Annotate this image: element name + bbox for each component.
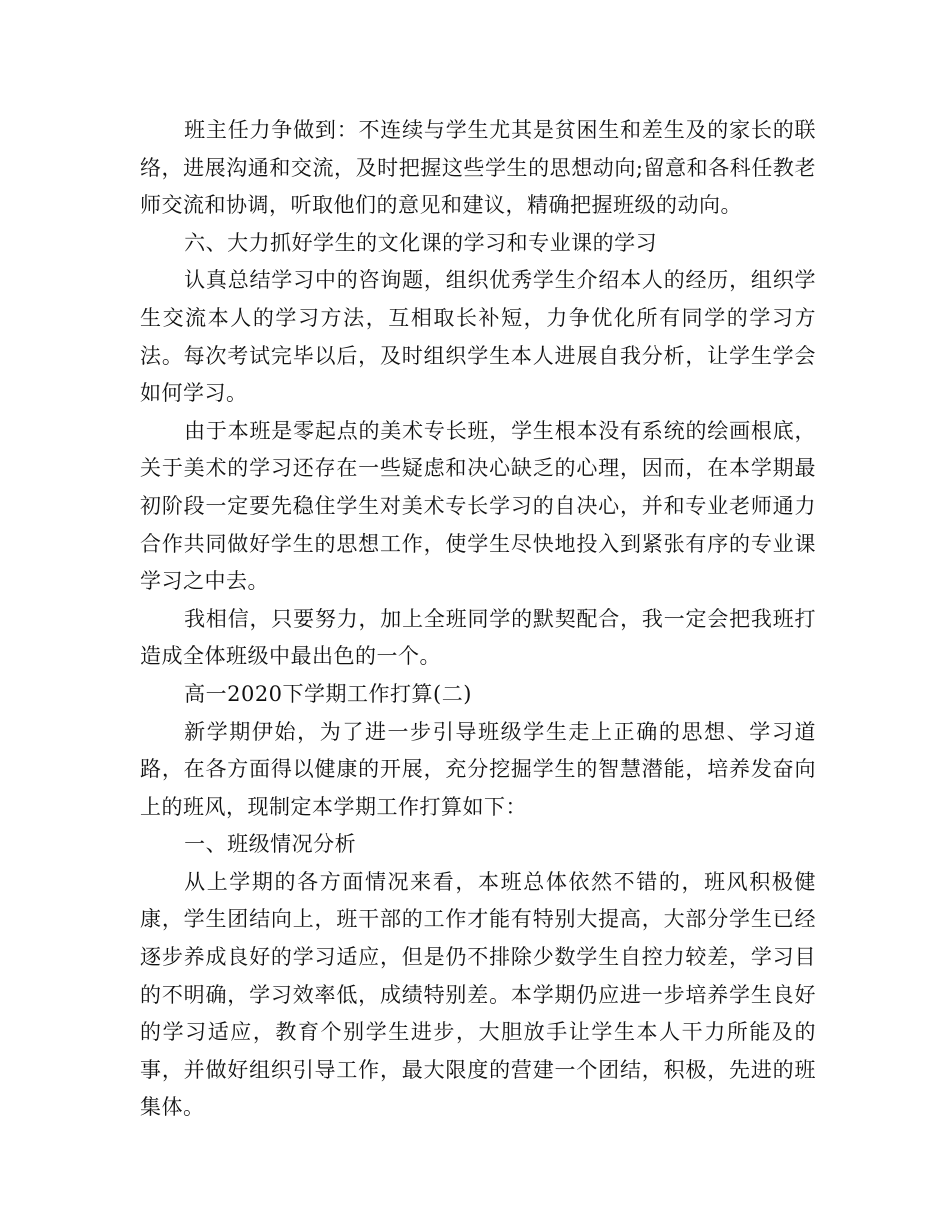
paragraph-new-semester: 新学期伊始，为了进一步引导班级学生走上正确的思想、学习道路，在各方面得以健康的开展，充分挖掘学生的智慧潜能，培养发奋向上的班风，现制定本学期工作打算如下：: [140, 719, 816, 819]
paragraph-study-methods: 认真总结学习中的咨询题，组织优秀学生介绍本人的经历，组织学生交流本人的学习方法，互相取长补短，力争优化所有同学的学习方法。每次考试完毕以后，及时组织学生本人进展自我分析，让学生学会如何学习。: [140, 268, 816, 406]
section-heading-six: 六、大力抓好学生的文化课的学习和专业课的学习: [184, 230, 658, 255]
paragraph-head-teacher-duties: 班主任力争做到：不连续与学生尤其是贫困生和差生及的家长的联络，进展沟通和交流，及时把握这些学生的思想动向;留意和各科任教老师交流和协调，听取他们的意见和建议，精确把握班级的动向。: [140, 118, 816, 218]
document-body: [140, 112, 816, 1127]
paragraph-class-analysis: 从上学期的各方面情况来看，本班总体依然不错的，班风积极健康，学生团结向上，班干部的工作才能有特别大提高，大部分学生已经逐步养成良好的学习适应，但是仍不排除少数学生自控力较差，学习目的不明确，学习效率低，成绩特别差。本学期仍应进一步培养学生良好的学习适应，教育个别学生进步，大胆放手让学生本人干力所能及的事，并做好组织引导工作，最大限度的营建一个团结，积极，先进的班集体。: [140, 869, 816, 1120]
section-heading-one: 一、班级情况分析: [184, 832, 357, 857]
paragraph-art-specialty: 由于本班是零起点的美术专长班，学生根本没有系统的绘画根底，关于美术的学习还存在一些疑虑和决心缺乏的心理，因而，在本学期最初阶段一定要先稳住学生对美术专长学习的自决心，并和专业老师通力合作共同做好学生的思想工作，使学生尽快地投入到紧张有序的专业课学习之中去。: [140, 418, 816, 594]
paragraph-conclusion: 我相信，只要努力，加上全班同学的默契配合，我一定会把我班打造成全体班级中最出色的一个。: [140, 606, 816, 669]
document-subtitle: 高一2020下学期工作打算(二): [184, 681, 472, 706]
